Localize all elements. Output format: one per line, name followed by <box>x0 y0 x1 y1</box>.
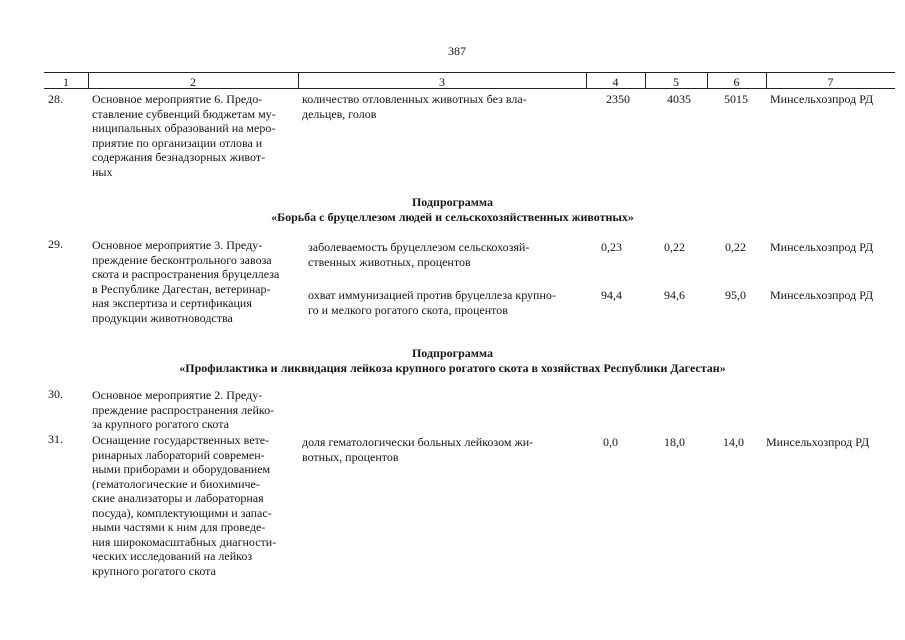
column-header: 2 <box>190 75 196 89</box>
value-col6: 5015 <box>724 92 748 106</box>
event-description: Основное мероприятие 6. Предо- ставление субвенций бюджетам му- ниципальных образований на меро- приятие по организации отлова и содержания безнадзорных живот- ных <box>92 92 276 179</box>
indicator-description: количество отловленных животных без вла- дельцев, голов <box>302 92 527 121</box>
indicator-description: охват иммунизацией против бруцеллеза крупно- го и мелкого рогатого скота, процентов <box>308 288 556 317</box>
indicator-description: доля гематологически больных лейкозом жи- вотных, процентов <box>302 435 534 464</box>
value-col6: 14,0 <box>723 435 744 449</box>
value-col4: 94,4 <box>601 288 622 302</box>
event-description: Основное мероприятие 3. Преду- преждение бесконтрольного завоза скота и распространения бруцеллеза в Республике Дагестан, ветеринар- ная экспертиза и сертификация продукции животноводства <box>92 238 280 325</box>
row-number: 29. <box>48 237 63 251</box>
subprogram-title: Подпрограмма <box>411 346 494 360</box>
executor: Минсельхозпрод РД <box>770 92 874 106</box>
executor: Минсельхозпрод РД <box>770 240 874 254</box>
executor: Минсельхозпрод РД <box>770 288 874 302</box>
page-number: 387 <box>448 44 466 58</box>
subprogram-subtitle: «Борьба с бруцеллезом людей и сельскохозяйственных животных» <box>271 210 634 224</box>
value-col5: 0,22 <box>664 240 685 254</box>
value-col5: 4035 <box>667 92 691 106</box>
event-description: Оснащение государственных вете- ринарных лабораторий современ- ными приборами и оборудованием (гематологические и биохимиче- ские анализаторы и лабораторная посуда), комплектующими и запас- ными частями к ним для проведе- ния широкомасштабных диагности- ческих исследований на лейкоз крупного рогатого скота <box>92 433 277 578</box>
value-col5: 18,0 <box>664 435 685 449</box>
column-header: 1 <box>63 75 69 89</box>
column-header: 4 <box>612 75 619 89</box>
column-header: 6 <box>733 75 740 89</box>
value-col6: 95,0 <box>725 288 746 302</box>
value-col4: 0,23 <box>601 240 622 254</box>
executor: Минсельхозпрод РД <box>766 435 870 449</box>
value-col6: 0,22 <box>725 240 746 254</box>
table-top-border <box>44 72 895 73</box>
value-col4: 0,0 <box>603 435 618 449</box>
column-header: 7 <box>827 75 834 89</box>
column-header: 5 <box>673 75 679 89</box>
indicator-description: заболеваемость бруцеллезом сельскохозяй- ственных животных, процентов <box>308 240 530 269</box>
subprogram-subtitle: «Профилактика и ликвидация лейкоза крупного рогатого скота в хозяйствах Республики Дагестан» <box>179 361 726 375</box>
event-description: Основное мероприятие 2. Преду- преждение распространения лейко- за крупного рогатого скота <box>92 388 275 431</box>
column-header: 3 <box>439 75 445 89</box>
row-number: 28. <box>48 92 63 106</box>
value-col5: 94,6 <box>664 288 685 302</box>
row-number: 31. <box>48 432 63 446</box>
value-col4: 2350 <box>606 92 630 106</box>
row-number: 30. <box>48 387 63 401</box>
subprogram-title: Подпрограмма <box>411 195 494 209</box>
